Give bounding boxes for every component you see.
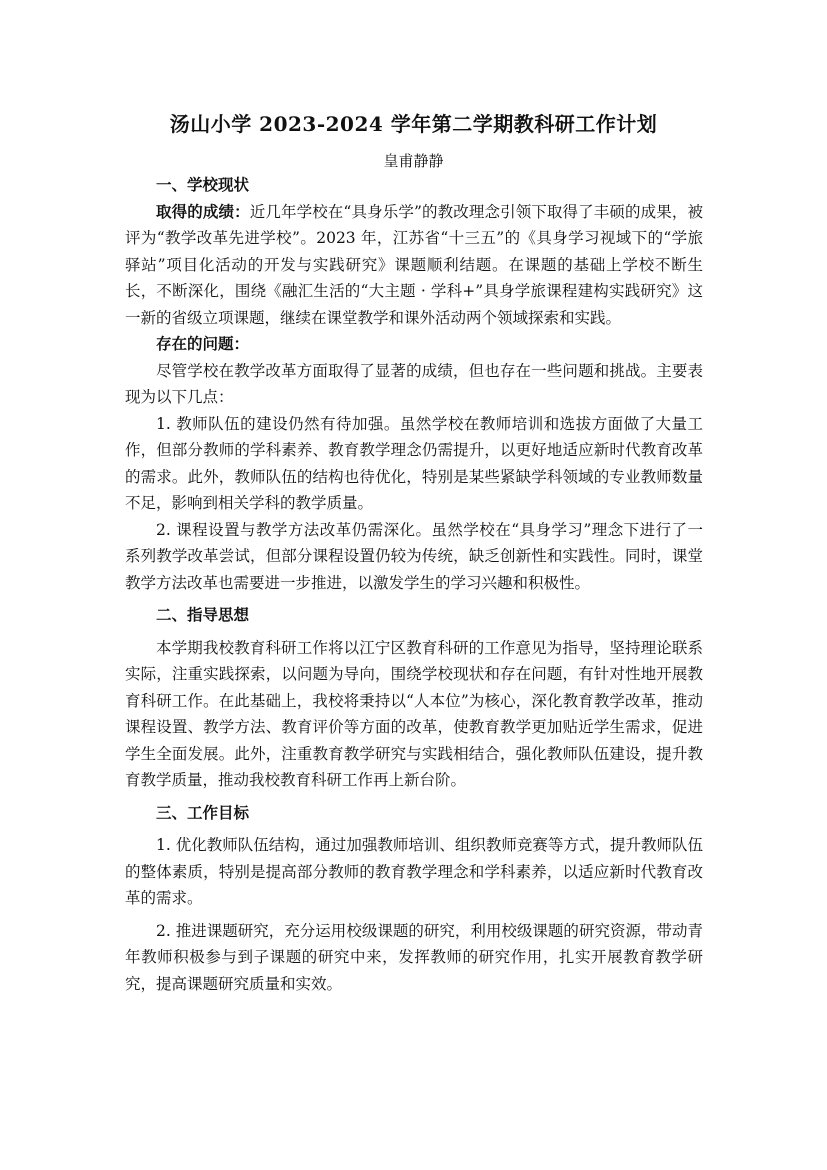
goal-item-2: 2. 推进课题研究，充分运用校级课题的研究，利用校级课题的研究资源，带动青年教师积极参与到子课题的研究中来，发挥教师的研究作用，扎实开展教育教学研究，提高课题研究质量和实效。 [125,921,703,993]
guiding-ideology-paragraph: 本学期我校教育科研工作将以江宁区教育科研的工作意见为指导，坚持理论联系实际，注重实践探索，以问题为导向，围绕学校现状和存在问题，有针对性地开展教育科研工作。在此基础上，我校将秉持以“人本位”为核心，深化教育教学改革，推动课程设置、教学方法、教育评价等方面的改革，使教育教学更加贴近学生需求，促进学生全面发展。此外，注重教育教学研究与实践相结合，强化教师队伍建设，提升教育教学质量，推动我校教育科研工作再上新台阶。 [125,638,703,789]
problems-intro: 尽管学校在教学改革方面取得了显著的成绩，但也存在一些问题和挑战。主要表现为以下几点： [125,361,703,406]
achievement-text: 近几年学校在“具身乐学”的教改理念引领下取得了丰硕的成果，被评为“教学改革先进学校”。2023 年，江苏省“十三五”的《具身学习视域下的“学旅驿站”项目化活动的开发与实践研究》课题顺利结题。在课题的基础上学校不断生长，不断深化，围绕《融汇生活的“大主题 · 学科+”具身学旅课程建构实践研究》这一新的省级立项课题，继续在课堂教学和课外活动两个领域探索和实践。 [125,202,703,327]
problem-item-1: 1. 教师队伍的建设仍然有待加强。虽然学校在教师培训和选拔方面做了大量工作，但部分教师的学科素养、教育教学理念仍需提升，以更好地适应新时代教育改革的需求。此外，教师队伍的结构也待优化，特别是某些紧缺学科领域的专业教师数量不足，影响到相关学科的教学质量。 [125,414,703,512]
document-title: 汤山小学 2023-2024 学年第二学期教科研工作计划 [169,112,658,136]
problem-item-2: 2. 课程设置与教学方法改革仍需深化。虽然学校在“具身学习”理念下进行了一系列教学改革尝试，但部分课程设置仍较为传统，缺乏创新性和实践性。同时，课堂教学方法改革也需要进一步推进，以激发学生的学习兴趣和积极性。 [125,520,703,592]
section-heading-school-status: 一、学校现状 [156,175,250,194]
document-body [125,172,703,997]
section-heading-guiding-ideology: 二、指导思想 [156,605,250,624]
document-author: 皇甫静静 [383,152,444,170]
achievement-paragraph [125,199,703,332]
achievement-label: 取得的成绩： [156,201,250,221]
goal-item-1: 1. 优化教师队伍结构，通过加强教师培训、组织教师竞赛等方式，提升教师队伍的整体素质，特别是提高部分教师的教育教学理念和学科素养，以适应新时代教育改革的需求。 [125,836,703,907]
problems-label: 存在的问题： [156,334,250,353]
section-heading-work-goals: 三、工作目标 [156,802,250,822]
